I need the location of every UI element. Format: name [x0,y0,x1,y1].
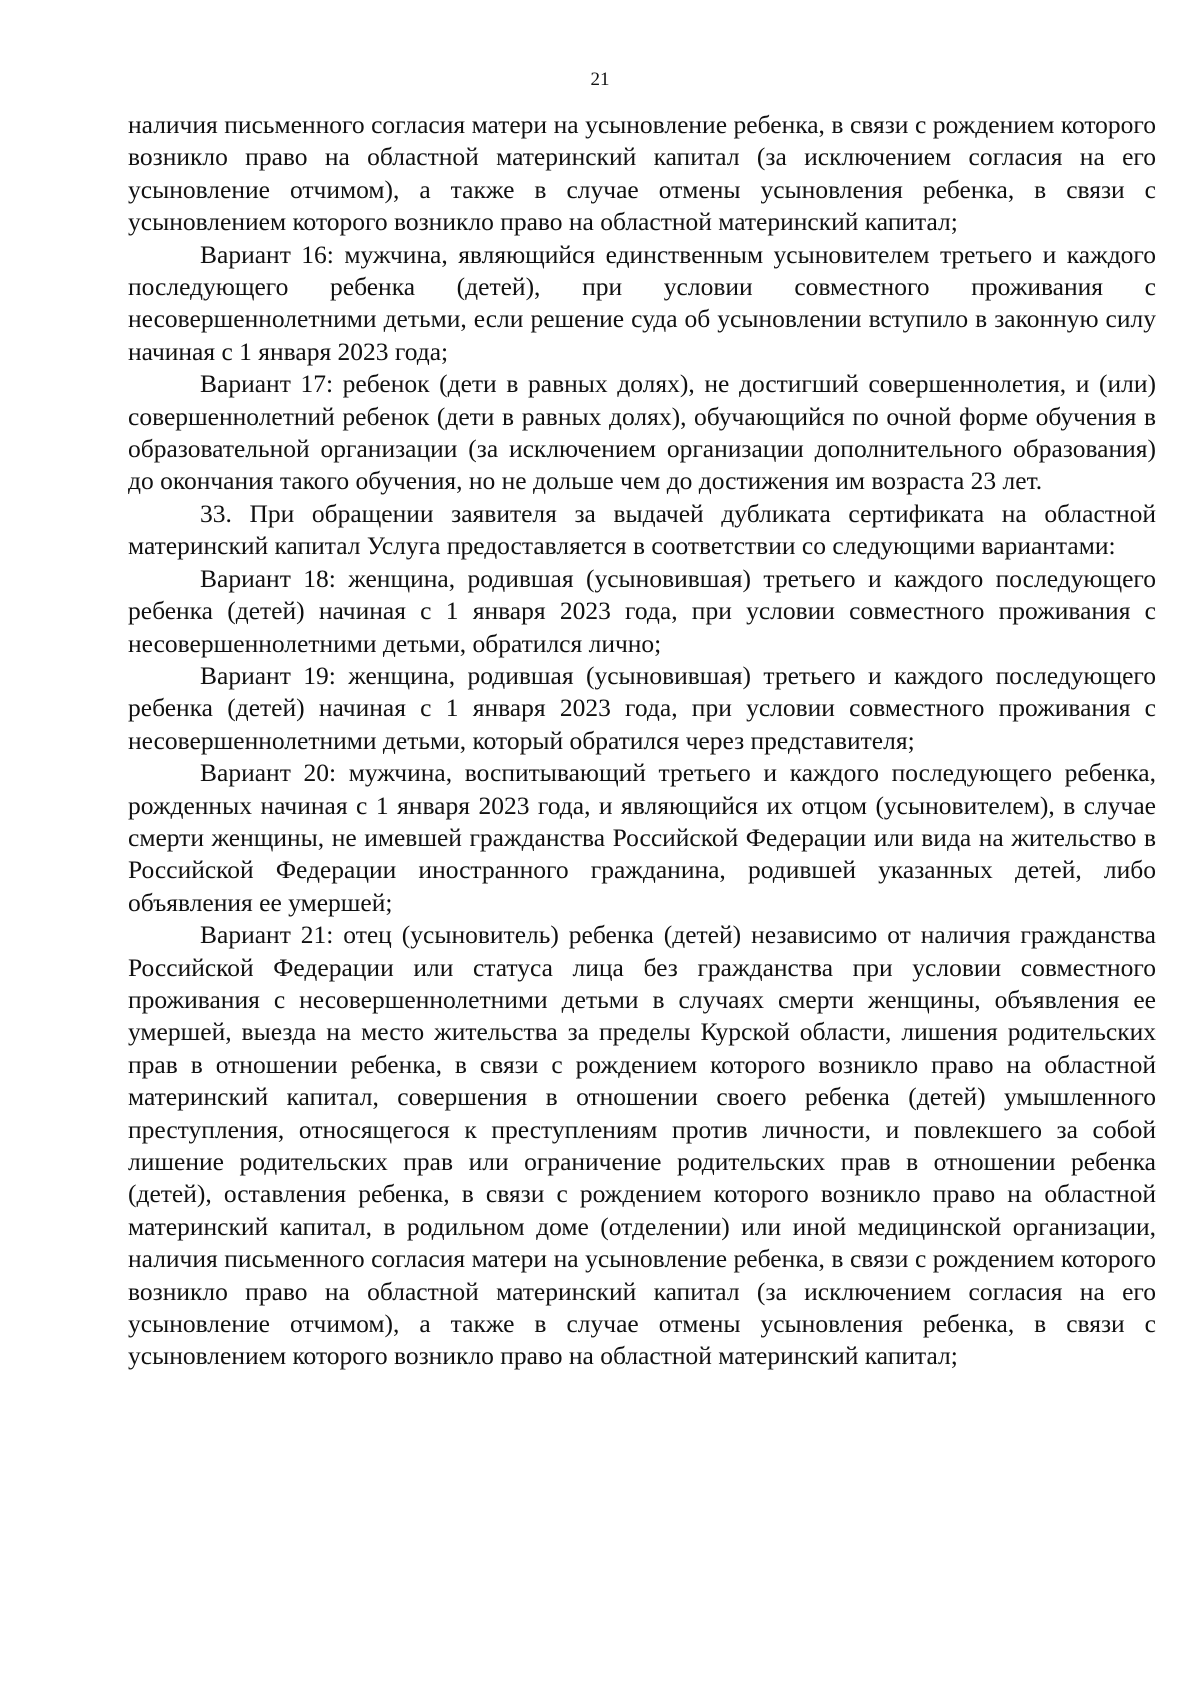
paragraph-variant-20: Вариант 20: мужчина, воспитывающий третьего и каждого последующего ребенка, рожденных начиная с 1 января 2023 года, и являющийся их отцом (усыновителем), в случае смерти женщины, не имевшей гражданства Российской Федерации или вида на жительство в Российской Федерации иностранного гражданина, родившей указанных детей, либо объявления ее умершей; [128,758,1156,917]
paragraph-variant-21: Вариант 21: отец (усыновитель) ребенка (детей) независимо от наличия гражданства Российской Федерации или статуса лица без гражданства при условии совместного проживания с несовершеннолетними детьми в случаях смерти женщины, объявления ее умершей, выезда на место жительства за пределы Курской области, лишения родительских прав в отношении ребенка, в связи с рождением которого возникло право на областной материнский капитал, совершения в отношении своего ребенка (детей) умышленного преступления, относящегося к преступлениям против личности, и повлекшего за собой лишение родительских прав или ограничение родительских прав в отношении ребенка (детей), оставления ребенка, в связи с рождением которого возникло право на областной материнский капитал, в родильном доме (отделении) или иной медицинской организации, наличия письменного согласия матери на усыновление ребенка, в связи с рождением которого возникло право на областной материнский капитал (за исключением согласия на его усыновление отчимом), а также в случае отмены усыновления ребенка, в связи с усыновлением которого возникло право на областной материнский капитал; [128,920,1156,1371]
page-number: 21 [590,69,610,90]
paragraph-variant-18: Вариант 18: женщина, родившая (усыновившая) третьего и каждого последующего ребенка (детей) начиная с 1 января 2023 года, при условии совместного проживания с несовершеннолетними детьми, обратился лично; [128,563,1156,658]
paragraph-variant-16: Вариант 16: мужчина, являющийся единственным усыновителем третьего и каждого последующего ребенка (детей), при условии совместного проживания с несовершеннолетними детьми, если решение суда об усыновлении вступило в законную силу начиная с 1 января 2023 года; [128,239,1156,366]
paragraph-variant-17: Вариант 17: ребенок (дети в равных долях), не достигший совершеннолетия, и (или) совершеннолетний ребенок (дети в равных долях), обучающийся по очной форме обучения в образовательной организации (за исключением организации дополнительного образования) до окончания такого обучения, но не дольше чем до достижения им возраста 23 лет. [128,369,1156,496]
paragraph-continuation: наличия письменного согласия матери на усыновление ребенка, в связи с рождением которого возникло право на областной материнский капитал (за исключением согласия на его усыновление отчимом), а также в случае отмены усыновления ребенка, в связи с усыновлением которого возникло право на областной материнский капитал; [128,110,1156,237]
paragraph-variant-19: Вариант 19: женщина, родившая (усыновившая) третьего и каждого последующего ребенка (детей) начиная с 1 января 2023 года, при условии совместного проживания с несовершеннолетними детьми, который обратился через представителя; [128,660,1156,755]
document-body [128,109,1156,1373]
paragraph-clause-33: 33. При обращении заявителя за выдачей дубликата сертификата на областной материнский капитал Услуга предоставляется в соответствии со следующими вариантами: [128,498,1156,561]
